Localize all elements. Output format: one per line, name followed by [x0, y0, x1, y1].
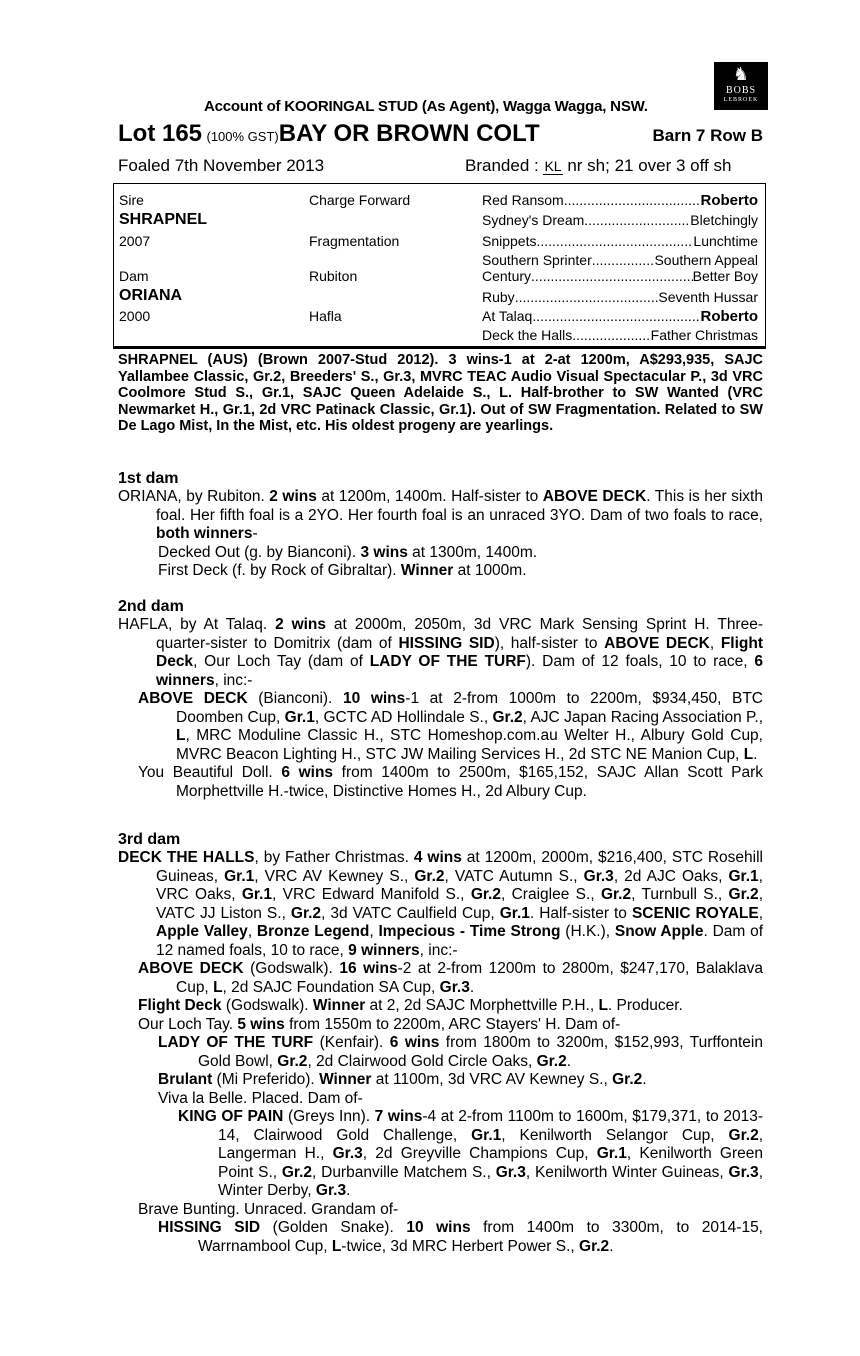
sire-summary: SHRAPNEL (AUS) (Brown 2007-Stud 2012). 3 wins-1 at 2-at 1200m, A$293,935, SAJC Yallambee Classic, Gr.2, Breeders' S., Gr.3, MVRC TEAC Audio Visual Spectacular P., 3d VRC Coolmore Stud S., Gr.1, SAJC Queen Adelaide S., L. Half-brother to SW Wanted (VRC Newmarket H., Gr.1, 2d VRC Patinack Classic, Gr.1). Out of SW Fragmentation. Related to SW De Lago Mist, In the Mist, etc. His oldest progeny are yearlings.	[118, 352, 763, 434]
pedigree-table	[113, 183, 766, 349]
progeny-item: KING OF PAIN (Greys Inn). 7 wins-4 at 2-from 1100m to 1600m, $179,371, to 2013-14, Clairwood Gold Challenge, Gr.1, Kenilworth Selangor Cup, Gr.2, Langerman H., Gr.3, 2d Greyville Champions Cup, Gr.1, Kenilworth Green Point S., Gr.2, Durbanville Matchem S., Gr.3, Kenilworth Winter Guineas, Gr.3, Winter Derby, Gr.3.	[178, 1108, 764, 1199]
dam-sire: Rubiton	[309, 268, 358, 284]
dam-dam: Hafla	[309, 308, 342, 324]
third-dam-heading: 3rd dam	[118, 831, 181, 848]
first-dam-heading: 1st dam	[118, 470, 179, 487]
dam-year: 2000	[119, 308, 151, 324]
horse-description: BAY OR BROWN COLT	[278, 120, 540, 147]
progeny-item: Decked Out (g. by Bianconi). 3 wins at 1300m, 1400m.	[158, 543, 538, 561]
brand-mark: KL	[544, 158, 562, 174]
vendor-account: Account of KOORINGAL STUD (As Agent), Wagga Wagga, NSW.	[204, 98, 648, 115]
progeny-item: HISSING SID (Golden Snake). 10 wins from 1400m to 3300m, to 2014-15, Warrnambool Cup, L-twice, 3d MRC Herbert Power S., Gr.2.	[158, 1219, 763, 1255]
first-dam-body	[118, 488, 763, 581]
second-dam-body	[118, 616, 763, 801]
progeny-item: Flight Deck (Godswalk). Winner at 2, 2d SAJC Morphettville P.H., L. Producer.	[138, 997, 683, 1014]
branded-label: Branded :	[465, 156, 539, 175]
sire-year: 2007	[119, 233, 151, 249]
dam-label: Dam	[119, 268, 149, 284]
gg-row: Century ..... Better Boy	[482, 268, 758, 284]
lot-line	[118, 120, 763, 148]
progeny-item: Our Loch Tay. 5 wins from 1550m to 2200m, ARC Stayers' H. Dam of-	[138, 1015, 621, 1033]
dam-paragraph: ORIANA, by Rubiton. 2 wins at 1200m, 1400m. Half-sister to ABOVE DECK. This is her sixth foal. Her fifth foal is a 2YO. Her fourth foal is an unraced 3YO. Dam of two foals to race, both winners-	[118, 488, 763, 542]
gg-row: Southern Sprinter ..... Southern Appeal	[482, 252, 758, 268]
logo-text: BOBS	[725, 85, 757, 96]
progeny-item: Viva la Belle. Placed. Dam of-	[158, 1089, 363, 1107]
dam-name: ORIANA	[119, 287, 183, 304]
progeny-item: First Deck (f. by Rock of Gibraltar). Winner at 1000m.	[158, 562, 527, 579]
barn-location: Barn 7 Row B	[652, 126, 763, 145]
progeny-item: ABOVE DECK (Godswalk). 16 wins-2 at 2-from 1200m to 2800m, $247,170, Balaklava Cup, L, 2d SAJC Foundation SA Cup, Gr.3.	[138, 960, 763, 996]
gg-row: Snippets ..... Lunchtime	[482, 233, 758, 249]
foaled-date: Foaled 7th November 2013	[118, 156, 325, 175]
gg-row: Sydney's Dream ..... Bletchingly	[482, 212, 758, 228]
dam-paragraph: DECK THE HALLS, by Father Christmas. 4 wins at 1200m, 2000m, $216,400, STC Rosehill Guineas, Gr.1, VRC AV Kewney S., Gr.2, VATC Autumn S., Gr.3, 2d AJC Oaks, Gr.1, VRC Oaks, Gr.1, VRC Edward Manifold S., Gr.2, Craiglee S., Gr.2, Turnbull S., Gr.2, VATC JJ Liston S., Gr.2, 3d VATC Caulfield Cup, Gr.1. Half-sister to SCENIC ROYALE, Apple Valley, Bronze Legend, Impecious - Time Strong (H.K.), Snow Apple. Dam of 12 named foals, 10 to race, 9 winners, inc:-	[118, 849, 764, 959]
sire-sire: Charge Forward	[309, 192, 411, 208]
dam-paragraph: HAFLA, by At Talaq. 2 wins at 2000m, 2050m, 3d VRC Mark Sensing Sprint H. Three-quarter-sister to Domitrix (dam of HISSING SID), half-sister to ABOVE DECK, Flight Deck, Our Loch Tay (dam of LADY OF THE TURF). Dam of 12 foals, 10 to race, 6 winners, inc:-	[118, 616, 763, 689]
gg-row: Deck the Halls ..... Father Christmas	[482, 327, 758, 343]
progeny-item: ABOVE DECK (Bianconi). 10 wins-1 at 2-from 1000m to 2200m, $934,450, BTC Doomben Cup, Gr.1, GCTC AD Hollindale S., Gr.2, AJC Japan Racing Association P., L, MRC Moduline Classic H., STC Homeshop.com.au Welter H., Albury Gold Cup, MVRC Beacon Lighting H., STC JW Mailing Services H., 2d STC NE Manion Cup, L.	[138, 690, 763, 763]
horse-icon: ♞	[732, 64, 750, 84]
third-dam-body	[118, 849, 763, 1256]
progeny-item: Brave Bunting. Unraced. Grandam of-	[138, 1200, 399, 1218]
gg-row: Ruby ..... Seventh Hussar	[482, 289, 758, 305]
lot-number: Lot 165	[118, 120, 203, 147]
progeny-item: LADY OF THE TURF (Kenfair). 6 wins from 1800m to 3200m, $152,993, Turffontein Gold Bowl, Gr.2, 2d Clairwood Gold Circle Oaks, Gr.2.	[158, 1034, 763, 1070]
sire-dam: Fragmentation	[309, 233, 400, 249]
progeny-item: You Beautiful Doll. 6 wins from 1400m to 2500m, $165,152, SAJC Allan Scott Park Morphettville H.-twice, Distinctive Homes H., 2d Albury Cup.	[138, 764, 764, 800]
second-dam-heading: 2nd dam	[118, 598, 184, 615]
gg-row: At Talaq ..... Roberto	[482, 308, 758, 325]
sire-name: SHRAPNEL	[119, 211, 208, 228]
logo-subtext: LEBROEK	[723, 97, 759, 103]
gg-row: Red Ransom ..... Roberto	[482, 192, 758, 209]
progeny-item: Brulant (Mi Preferido). Winner at 1100m, 3d VRC AV Kewney S., Gr.2.	[158, 1071, 647, 1088]
bobs-logo	[714, 62, 768, 110]
brand-info	[465, 156, 731, 176]
sire-label: Sire	[119, 192, 144, 208]
gst-note: (100% GST)	[206, 129, 279, 144]
brand-text: nr sh; 21 over 3 off sh	[567, 156, 732, 175]
